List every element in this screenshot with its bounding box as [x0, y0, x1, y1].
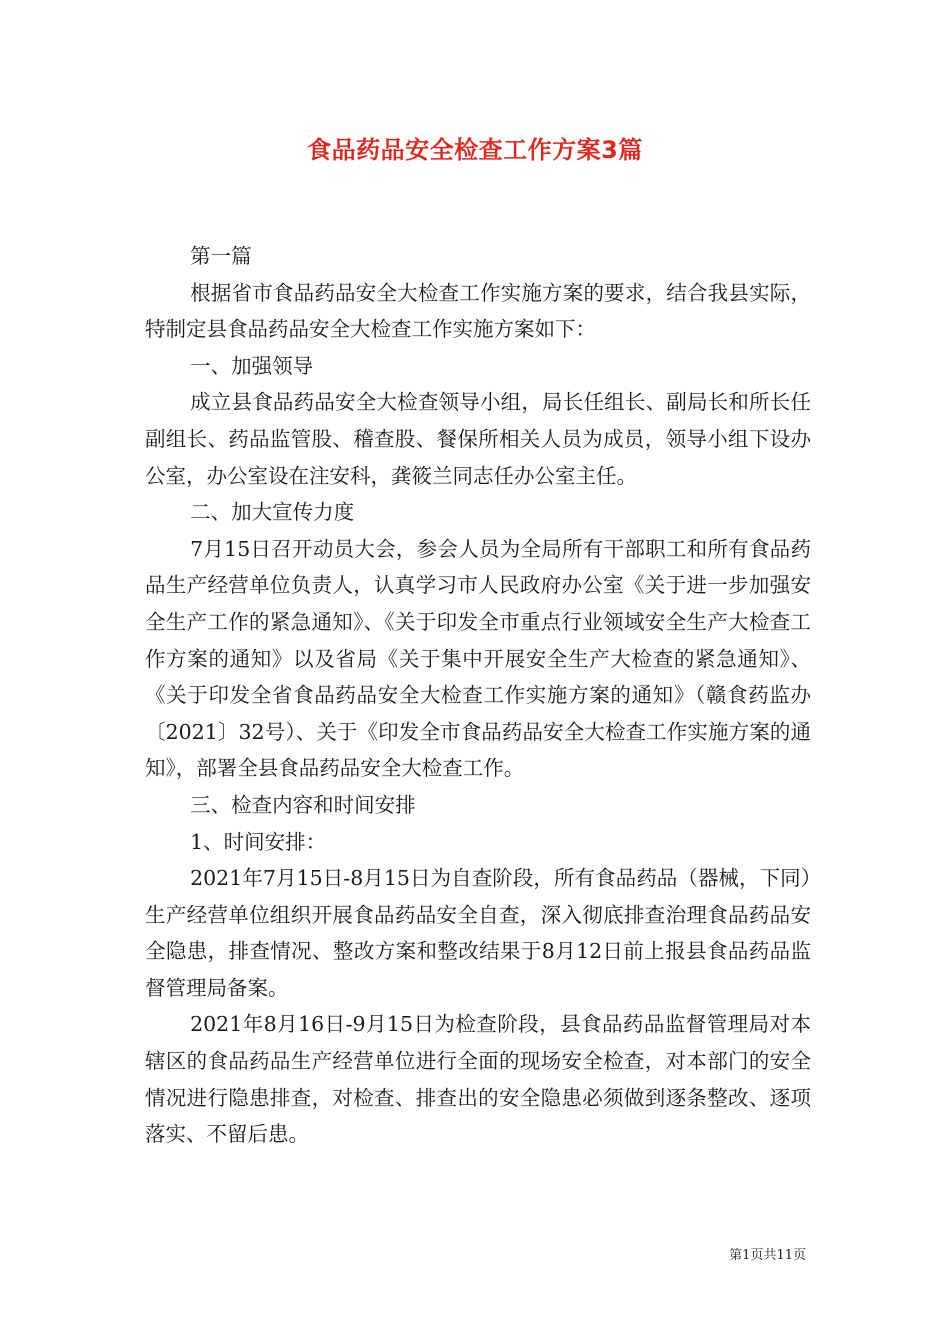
page-number-footer: 第1页共11页 — [729, 1248, 806, 1263]
section-heading-part-one: 第一篇 — [190, 244, 252, 268]
publicity-paragraph: 7月15日召开动员大会，参会人员为全局所有干部职工和所有食品药品生产经营单位负责人，认真学习市人民政府办公室《关于进一步加强安全生产工作的紧急通知》、《关于印发全市重点行业领域安全生产大检查工作方案的通知》以及省局《关于集中开展安全生产大检查的紧急通知》、《关于印发全省食品药品安全大检查工作实施方案的通知》（赣食药监办〔2021〕32号）、关于《印发全市食品药品安全大检查工作实施方案的通知》，部署全县食品药品安全大检查工作。 — [145, 536, 811, 781]
heading-publicity: 二、加大宣传力度 — [190, 500, 355, 525]
intro-paragraph: 根据省市食品药品安全大检查工作实施方案的要求，结合我县实际，特制定县食品药品安全大检查工作实施方案如下： — [145, 280, 811, 342]
document-body — [145, 238, 811, 1153]
inspection-stage-paragraph: 2021年8月16日-9月15日为检查阶段，县食品药品监督管理局对本辖区的食品药品生产经营单位进行全面的现场安全检查，对本部门的安全情况进行隐患排查，对检查、排查出的安全隐患必须做到逐条整改、逐项落实、不留后患。 — [145, 1012, 811, 1147]
leadership-paragraph: 成立县食品药品安全大检查领导小组，局长任组长、副局长和所长任副组长、药品监管股、稽查股、餐保所相关人员为成员，领导小组下设办公室，办公室设在注安科，龚筱兰同志任办公室主任。 — [145, 390, 811, 488]
document-title: 食品药品安全检查工作方案3篇 — [307, 136, 643, 164]
heading-inspection-content: 三、检查内容和时间安排 — [190, 792, 416, 817]
heading-strengthen-leadership: 一、加强领导 — [190, 353, 314, 378]
subheading-schedule: 1、时间安排： — [190, 829, 327, 854]
self-inspection-paragraph: 2021年7月15日-8月15日为自查阶段，所有食品药品（器械，下同）生产经营单位组织开展食品药品安全自查，深入彻底排查治理食品药品安全隐患，排查情况、整改方案和整改结果于8月12日前上报县食品药品监督管理局备案。 — [145, 866, 811, 1000]
